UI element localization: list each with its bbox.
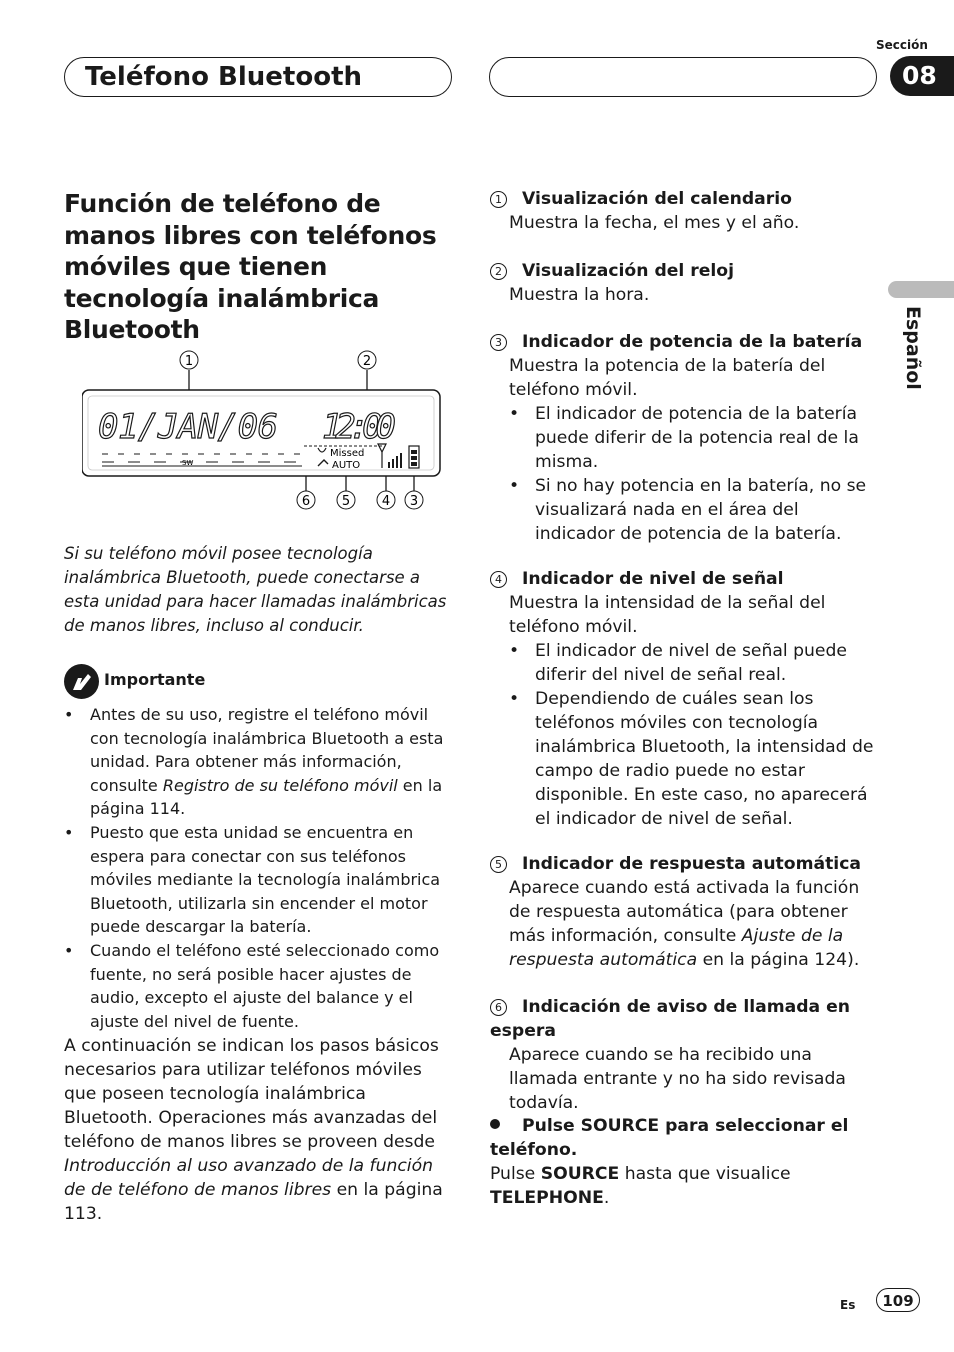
item-3-list (535, 402, 875, 546)
callout-4 (377, 491, 395, 509)
important-item-3: • Cuando el teléfono esté seleccionado como fuente, no será posible hacer ajustes de audio, excepto el ajuste del balance y el ajuste del nivel de fuente. (90, 939, 452, 1033)
callout-1-label: 1 (184, 354, 194, 369)
callout-3-label: 3 (409, 494, 419, 509)
lcd-sw-label: SW (182, 459, 194, 467)
important-item-1: • Antes de su uso, registre el teléfono móvil con tecnología inalámbrica Bluetooth a esta unidad. Para obtener más información, consulte Registro de su teléfono móvil en la página 114. (90, 703, 452, 821)
item-4-bullet-2: • Dependiendo de cuáles sean los teléfonos móviles con tecnología inalámbrica Bluetooth, la intensidad de campo de radio puede no estar disponible. En este caso, no aparecerá el indicador de nivel de señal. (535, 687, 875, 831)
language-label: Español (902, 306, 924, 390)
item-3-text: Muestra la potencia de la batería del teléfono móvil. (509, 356, 826, 400)
chapter-title: Teléfono Bluetooth (85, 62, 363, 92)
item-2-title: 2 Visualización del reloj (490, 259, 734, 283)
step-bullet-icon (490, 1119, 500, 1129)
display-illustration (82, 342, 442, 522)
important-icon (64, 664, 99, 699)
steps-intro-paragraph: A continuación se indican los pasos básicos necesarios para utilizar teléfonos móviles que poseen tecnología inalámbrica Bluetooth. Operaciones más avanzadas del teléfono de manos libres se proveen desde Introducción al uso avanzado de la función de de teléfono de manos libres en la página 113. (64, 1036, 443, 1224)
language-tab-marker (888, 281, 954, 298)
item-3-bullet-1: • El indicador de potencia de la batería puede diferir de la potencia real de la misma. (535, 402, 875, 474)
callout-3 (405, 491, 423, 509)
cross-reference-link: Introducción al uso avanzado de la función de de teléfono de manos libres (64, 1156, 433, 1200)
page-number: 109 (876, 1288, 920, 1312)
item-4-title: 4 Indicador de nivel de señal (490, 567, 784, 591)
important-list (90, 703, 452, 1033)
lcd-display-svg (82, 342, 442, 522)
callout-4-label: 4 (381, 494, 391, 509)
intro-paragraph: Si su teléfono móvil posee tecnología inalámbrica Bluetooth, puede conectarse a esta unidad para hacer llamadas inalámbricas de manos libres, incluso al conducir. (64, 544, 447, 635)
callout-6-label: 6 (301, 494, 311, 509)
header-empty-bar (489, 57, 877, 97)
lcd-missed-label: Missed (330, 448, 365, 459)
main-heading: Función de teléfono de manos libres con teléfonos móviles que tienen tecnología inalámbrica Bluetooth (64, 189, 437, 344)
lcd-date: 01/JAN/06 (98, 407, 278, 447)
cross-reference-link: Registro de su teléfono móvil (162, 775, 398, 795)
header-title-bar (64, 57, 452, 97)
item-4-list (535, 639, 875, 831)
item-2-text: Muestra la hora. (509, 285, 650, 305)
item-6-title: 6 Indicación de aviso de llamada en espera (490, 997, 850, 1041)
item-3-bullet-2: • Si no hay potencia en la batería, no se visualizará nada en el área del indicador de potencia de la batería. (535, 474, 875, 546)
item-6-text: Aparece cuando se ha recibido una llamada entrante y no ha sido revisada todavía. (509, 1045, 846, 1113)
callout-5 (337, 491, 355, 509)
callout-2 (358, 351, 376, 369)
cross-reference-link: Ajuste de la respuesta automática (509, 926, 844, 970)
callout-6 (297, 491, 315, 509)
step-title: Pulse SOURCE para seleccionar el teléfono. (490, 1116, 849, 1160)
lcd-auto-label: AUTO (332, 460, 361, 471)
item-1-text: Muestra la fecha, el mes y el año. (509, 213, 800, 233)
item-5-title: 5 Indicador de respuesta automática (490, 852, 861, 876)
section-label: Sección (876, 38, 928, 52)
lcd-clock: 12:00 (322, 407, 396, 447)
footer-language-code: Es (840, 1298, 856, 1312)
item-3-title: 3 Indicador de potencia de la batería (490, 330, 862, 354)
callout-5-label: 5 (341, 494, 351, 509)
important-label: Importante (104, 670, 206, 689)
item-1-title: 1 Visualización del calendario (490, 187, 792, 211)
important-item-2: • Puesto que esta unidad se encuentra en espera para conectar con sus teléfonos móviles mediante la tecnología inalámbrica Bluetooth, utilizarla sin encender el motor puede descargar la batería. (90, 821, 452, 939)
item-5-text: Aparece cuando está activada la función de respuesta automática (para obtener más información, consulte Ajuste de la respuesta automática en la página 124). (509, 878, 860, 970)
step-text: Pulse SOURCE hasta que visualice TELEPHONE. (490, 1164, 791, 1208)
callout-1 (180, 351, 198, 369)
item-4-text: Muestra la intensidad de la señal del teléfono móvil. (509, 593, 826, 637)
callout-2-label: 2 (362, 354, 372, 369)
section-number-badge: 08 (890, 56, 954, 96)
item-4-bullet-1: • El indicador de nivel de señal puede diferir del nivel de señal real. (535, 639, 875, 687)
